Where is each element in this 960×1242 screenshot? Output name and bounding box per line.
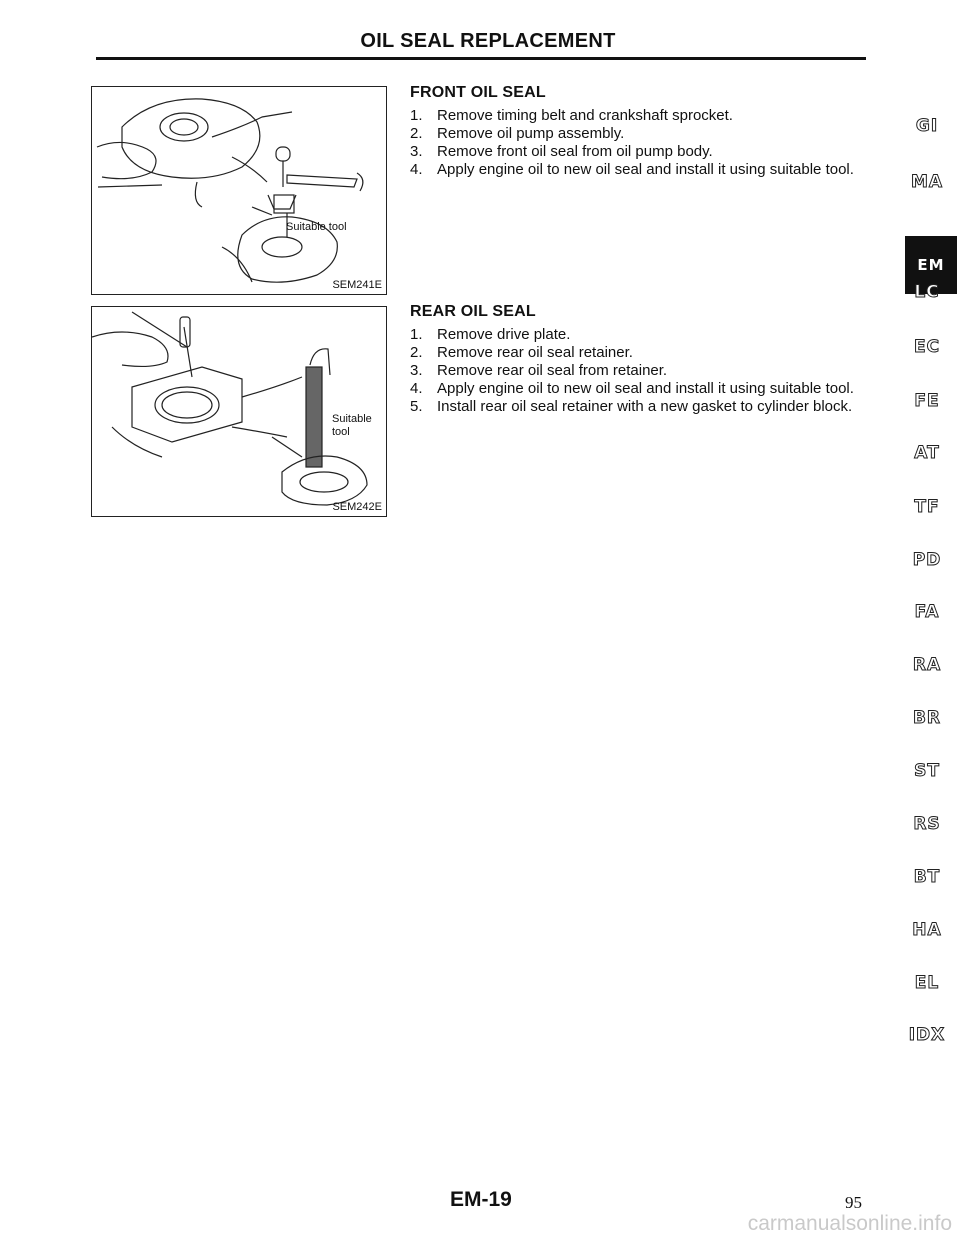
- section-tab-ha[interactable]: HA: [912, 920, 942, 940]
- step-text: Remove timing belt and crankshaft sprocket.: [437, 107, 733, 124]
- step-number: 3.: [410, 362, 423, 379]
- step-text: Remove rear oil seal from retainer.: [437, 362, 668, 379]
- section-tab-el[interactable]: EL: [914, 973, 940, 993]
- section-index-tabs: [900, 0, 960, 1242]
- section-tab-gi[interactable]: GI: [915, 116, 939, 136]
- step-text: Apply engine oil to new oil seal and install it using suitable tool.: [437, 380, 854, 397]
- figure-rear-oil-seal: [91, 306, 387, 517]
- section-tab-tf[interactable]: TF: [914, 497, 940, 517]
- figure-code: SEM242E: [332, 501, 382, 513]
- step-text: Remove rear oil seal retainer.: [437, 344, 633, 361]
- step-list: [410, 326, 910, 416]
- figure-callout: Suitable tool: [286, 221, 347, 233]
- section-tab-idx[interactable]: IDX: [908, 1025, 946, 1045]
- section-tab-lc[interactable]: LC: [914, 282, 940, 302]
- section-heading: REAR OIL SEAL: [410, 303, 536, 320]
- step-item: [410, 362, 910, 380]
- front-oil-seal-illustration: [92, 87, 386, 293]
- step-text: Remove front oil seal from oil pump body.: [437, 143, 713, 160]
- section-tab-at[interactable]: AT: [914, 443, 940, 463]
- step-item: [410, 107, 910, 125]
- section-tab-fa[interactable]: FA: [914, 602, 940, 622]
- section-tab-rs[interactable]: RS: [913, 814, 941, 834]
- rear-oil-seal-illustration: [92, 307, 386, 515]
- step-number: 4.: [410, 161, 423, 178]
- section-tab-ma[interactable]: MA: [910, 172, 944, 192]
- section-tab-fe[interactable]: FE: [914, 391, 940, 411]
- step-item: [410, 326, 910, 344]
- step-text: Apply engine oil to new oil seal and install it using suitable tool.: [437, 161, 854, 178]
- page-code: EM-19: [450, 1188, 512, 1211]
- step-item: [410, 344, 910, 362]
- figure-front-oil-seal: [91, 86, 387, 295]
- front-oil-seal-section: [410, 84, 910, 179]
- step-number: 1.: [410, 107, 423, 124]
- section-tab-br[interactable]: BR: [912, 708, 942, 728]
- section-tab-pd[interactable]: PD: [912, 550, 942, 570]
- step-list: [410, 107, 910, 179]
- page-number: 95: [845, 1193, 862, 1212]
- section-tab-ra[interactable]: RA: [912, 655, 942, 675]
- section-tab-em[interactable]: EM: [905, 236, 957, 294]
- step-item: [410, 143, 910, 161]
- step-item: [410, 398, 910, 416]
- step-number: 5.: [410, 398, 423, 415]
- step-text: Install rear oil seal retainer with a new gasket to cylinder block.: [437, 398, 853, 415]
- step-item: [410, 161, 910, 179]
- rear-oil-seal-section: [410, 303, 910, 416]
- section-tab-st[interactable]: ST: [914, 761, 940, 781]
- watermark: carmanualsonline.info: [747, 1212, 952, 1235]
- section-tab-ec[interactable]: EC: [913, 337, 941, 357]
- step-number: 4.: [410, 380, 423, 397]
- section-heading: FRONT OIL SEAL: [410, 84, 546, 101]
- title-rule: [96, 57, 866, 60]
- step-number: 2.: [410, 125, 423, 142]
- section-tab-bt[interactable]: BT: [913, 867, 941, 887]
- step-number: 1.: [410, 326, 423, 343]
- step-item: [410, 125, 910, 143]
- step-number: 3.: [410, 143, 423, 160]
- figure-code: SEM241E: [332, 279, 382, 291]
- figure-callout: Suitable tool: [332, 413, 372, 438]
- step-text: Remove oil pump assembly.: [437, 125, 625, 142]
- step-item: [410, 380, 910, 398]
- step-number: 2.: [410, 344, 423, 361]
- page-title: OIL SEAL REPLACEMENT: [360, 30, 616, 52]
- step-text: Remove drive plate.: [437, 326, 571, 343]
